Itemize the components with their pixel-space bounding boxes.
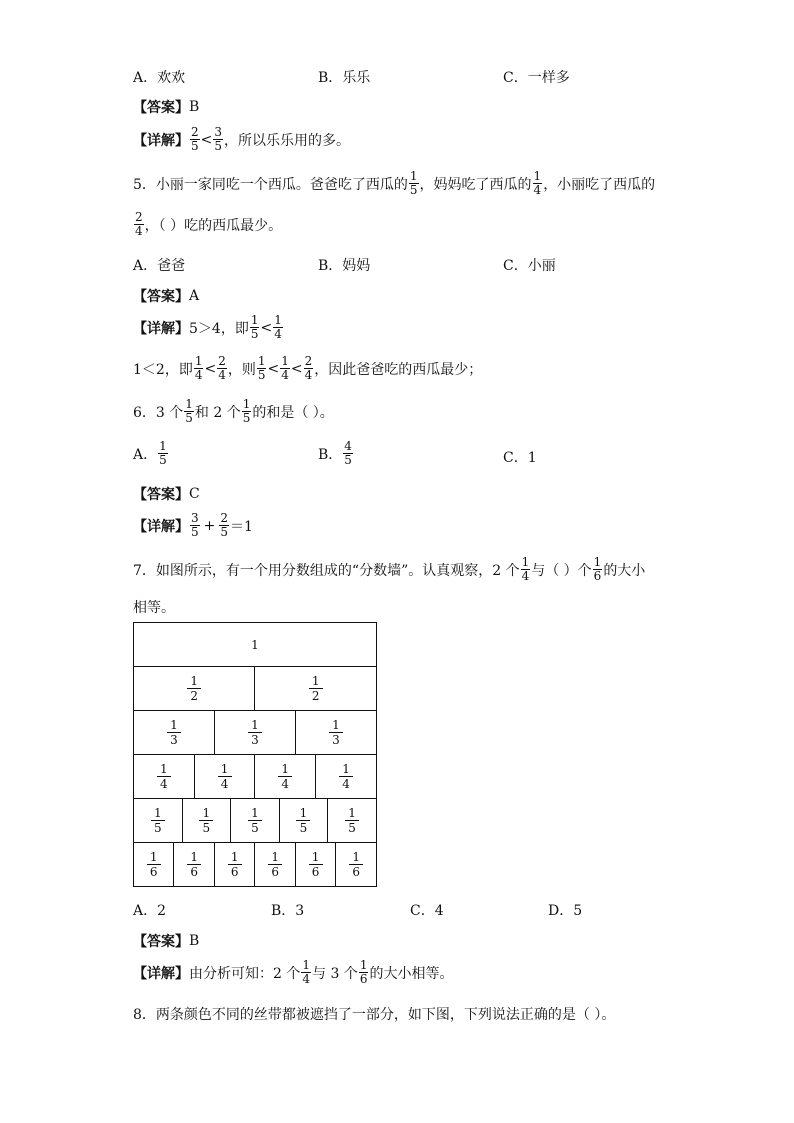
fraction: $\frac{1}{4}$ [194,354,203,382]
fraction: $\frac{1}{4}$ [281,354,289,382]
fraction: $\frac{1}{5}$ [250,313,259,341]
detail-label: 【详解】 [133,965,189,982]
detail-label: 【详解】 [133,518,189,535]
q5-option-c: C．小丽 [503,258,556,274]
q7-option-b: B．3 [271,903,305,919]
less-than: < [200,131,213,148]
wall-cell-sixth: $\frac{1}{6}$ [214,843,254,887]
fraction: $\frac{2}{5}$ [220,511,229,539]
q5-question-line1 [133,170,655,197]
wall-cell-quarter: $\frac{1}{4}$ [134,755,195,799]
q4-detail [133,126,350,153]
question-text: ，妈妈吃了西瓜的 [419,176,532,193]
wall-cell-quarter: $\frac{1}{4}$ [255,755,316,799]
q5-option-b: B．妈妈 [318,258,371,274]
q6-option-c: C．1 [503,450,537,466]
fraction: $\frac{1}{5}$ [159,439,167,467]
wall-cell-fifth: $\frac{1}{5}$ [182,799,231,843]
q7-option-c: C．4 [410,903,444,919]
wall-cell-quarter: $\frac{1}{4}$ [316,755,377,799]
q7-question-line2 [133,597,175,617]
answer-value: A [189,288,200,304]
q5-detail-line1 [133,314,284,341]
q6-option-a: A． $\frac{1}{5}$ [133,439,167,467]
detail-text: 5＞4，即 [189,320,249,337]
q6-detail [133,512,253,539]
fraction: $\frac{1}{5}$ [242,397,251,425]
fraction: $\frac{2}{5}$ [191,125,199,153]
question-text: 相等。 [133,600,175,616]
wall-cell-quarter: $\frac{1}{4}$ [194,755,255,799]
fraction: $\frac{1}{4}$ [533,169,542,197]
q7-option-a: A．2 [133,903,167,919]
wall-cell-whole: 1 [134,623,377,667]
question-text: 8．两条颜色不同的丝带都被遮挡了一部分，如下图，下列说法正确的是（ ）。 [133,1007,616,1023]
less-than: < [290,360,303,377]
q7-detail [133,959,453,986]
detail-text: ，所以乐乐用的多。 [224,132,351,149]
less-than: < [267,360,280,377]
q4-answer [133,97,199,117]
question-text: ，小丽吃了西瓜的 [543,176,656,193]
wall-cell-sixth: $\frac{1}{6}$ [134,843,174,887]
question-text: 和 2 个 [194,404,241,421]
fraction: $\frac{1}{5}$ [409,169,418,197]
q7-question-line1 [133,556,645,583]
wall-cell-sixth: $\frac{1}{6}$ [336,843,377,887]
wall-cell-fifth: $\frac{1}{5}$ [279,799,328,843]
q6-answer [133,484,200,504]
fraction: $\frac{1}{5}$ [185,397,193,425]
wall-cell-sixth: $\frac{1}{6}$ [255,843,295,887]
q5-question-line2 [133,211,282,238]
fraction: $\frac{1}{4}$ [521,555,530,583]
wall-cell-half: $\frac{1}{2}$ [255,667,377,711]
wall-cell-third: $\frac{1}{3}$ [214,711,295,755]
question-text: 5．小丽一家同吃一个西瓜。爸爸吃了西瓜的 [133,176,408,193]
less-than: < [260,319,273,336]
wall-cell-fifth: $\frac{1}{5}$ [134,799,183,843]
detail-text: 的大小相等。 [369,965,454,982]
q7-answer [133,931,199,951]
q4-option-a: A．欢欢 [133,70,186,86]
question-text: 7．如图所示，有一个用分数组成的“分数墙”。认真观察，2 个 [133,562,520,579]
detail-label: 【详解】 [133,132,189,149]
q6-option-b: B． $\frac{4}{5}$ [318,439,352,467]
fraction: $\frac{1}{6}$ [593,555,602,583]
q6-question [133,398,334,425]
q5-answer [133,286,199,306]
answer-value: B [189,99,200,115]
question-text: 的大小 [603,562,646,579]
plus-sign: + [203,517,216,534]
detail-label: 【详解】 [133,320,189,337]
detail-text: 由分析可知：2 个 [189,965,301,982]
q7-option-d: D．5 [548,903,583,919]
wall-cell-sixth: $\frac{1}{6}$ [295,843,335,887]
answer-label: 【答案】 [133,100,189,116]
detail-text: 与 3 个 [312,965,358,982]
wall-cell-third: $\frac{1}{3}$ [295,711,376,755]
q8-question [133,1004,615,1024]
fraction: $\frac{2}{4}$ [135,210,143,238]
answer-label: 【答案】 [133,487,189,503]
detail-text: ，则 [227,361,256,378]
wall-cell-fifth: $\frac{1}{5}$ [231,799,280,843]
answer-value: B [189,933,200,949]
fraction-wall [133,622,377,887]
fraction: $\frac{4}{5}$ [344,439,352,467]
answer-label: 【答案】 [133,934,189,950]
detail-text: ，因此爸爸吃的西瓜最少； [314,361,483,378]
q5-detail-line2 [133,355,482,382]
wall-cell-half: $\frac{1}{2}$ [134,667,255,711]
detail-text: 1＜2，即 [133,361,193,378]
equals-result: ＝1 [230,518,253,535]
question-text: 6．3 个 [133,404,184,421]
fraction: $\frac{1}{4}$ [302,958,310,986]
answer-value: C [189,486,200,502]
less-than: < [204,360,217,377]
answer-label: 【答案】 [133,289,189,305]
question-text: 与（ ）个 [531,562,592,579]
question-text: ，（ ）吃的西瓜最少。 [144,217,283,234]
q4-option-c: C．一样多 [503,70,570,86]
wall-cell-fifth: $\frac{1}{5}$ [328,799,377,843]
wall-cell-third: $\frac{1}{3}$ [134,711,215,755]
fraction: $\frac{1}{6}$ [359,958,368,986]
fraction: $\frac{3}{5}$ [191,511,199,539]
q4-option-b: B．乐乐 [318,70,371,86]
fraction: $\frac{3}{5}$ [214,125,223,153]
fraction: $\frac{2}{4}$ [304,354,313,382]
wall-cell-sixth: $\frac{1}{6}$ [174,843,214,887]
q5-option-a: A．爸爸 [133,258,186,274]
question-text: 的和是（ ）。 [252,404,334,421]
fraction: $\frac{1}{4}$ [274,313,282,341]
fraction: $\frac{1}{5}$ [257,354,266,382]
fraction: $\frac{2}{4}$ [218,354,226,382]
